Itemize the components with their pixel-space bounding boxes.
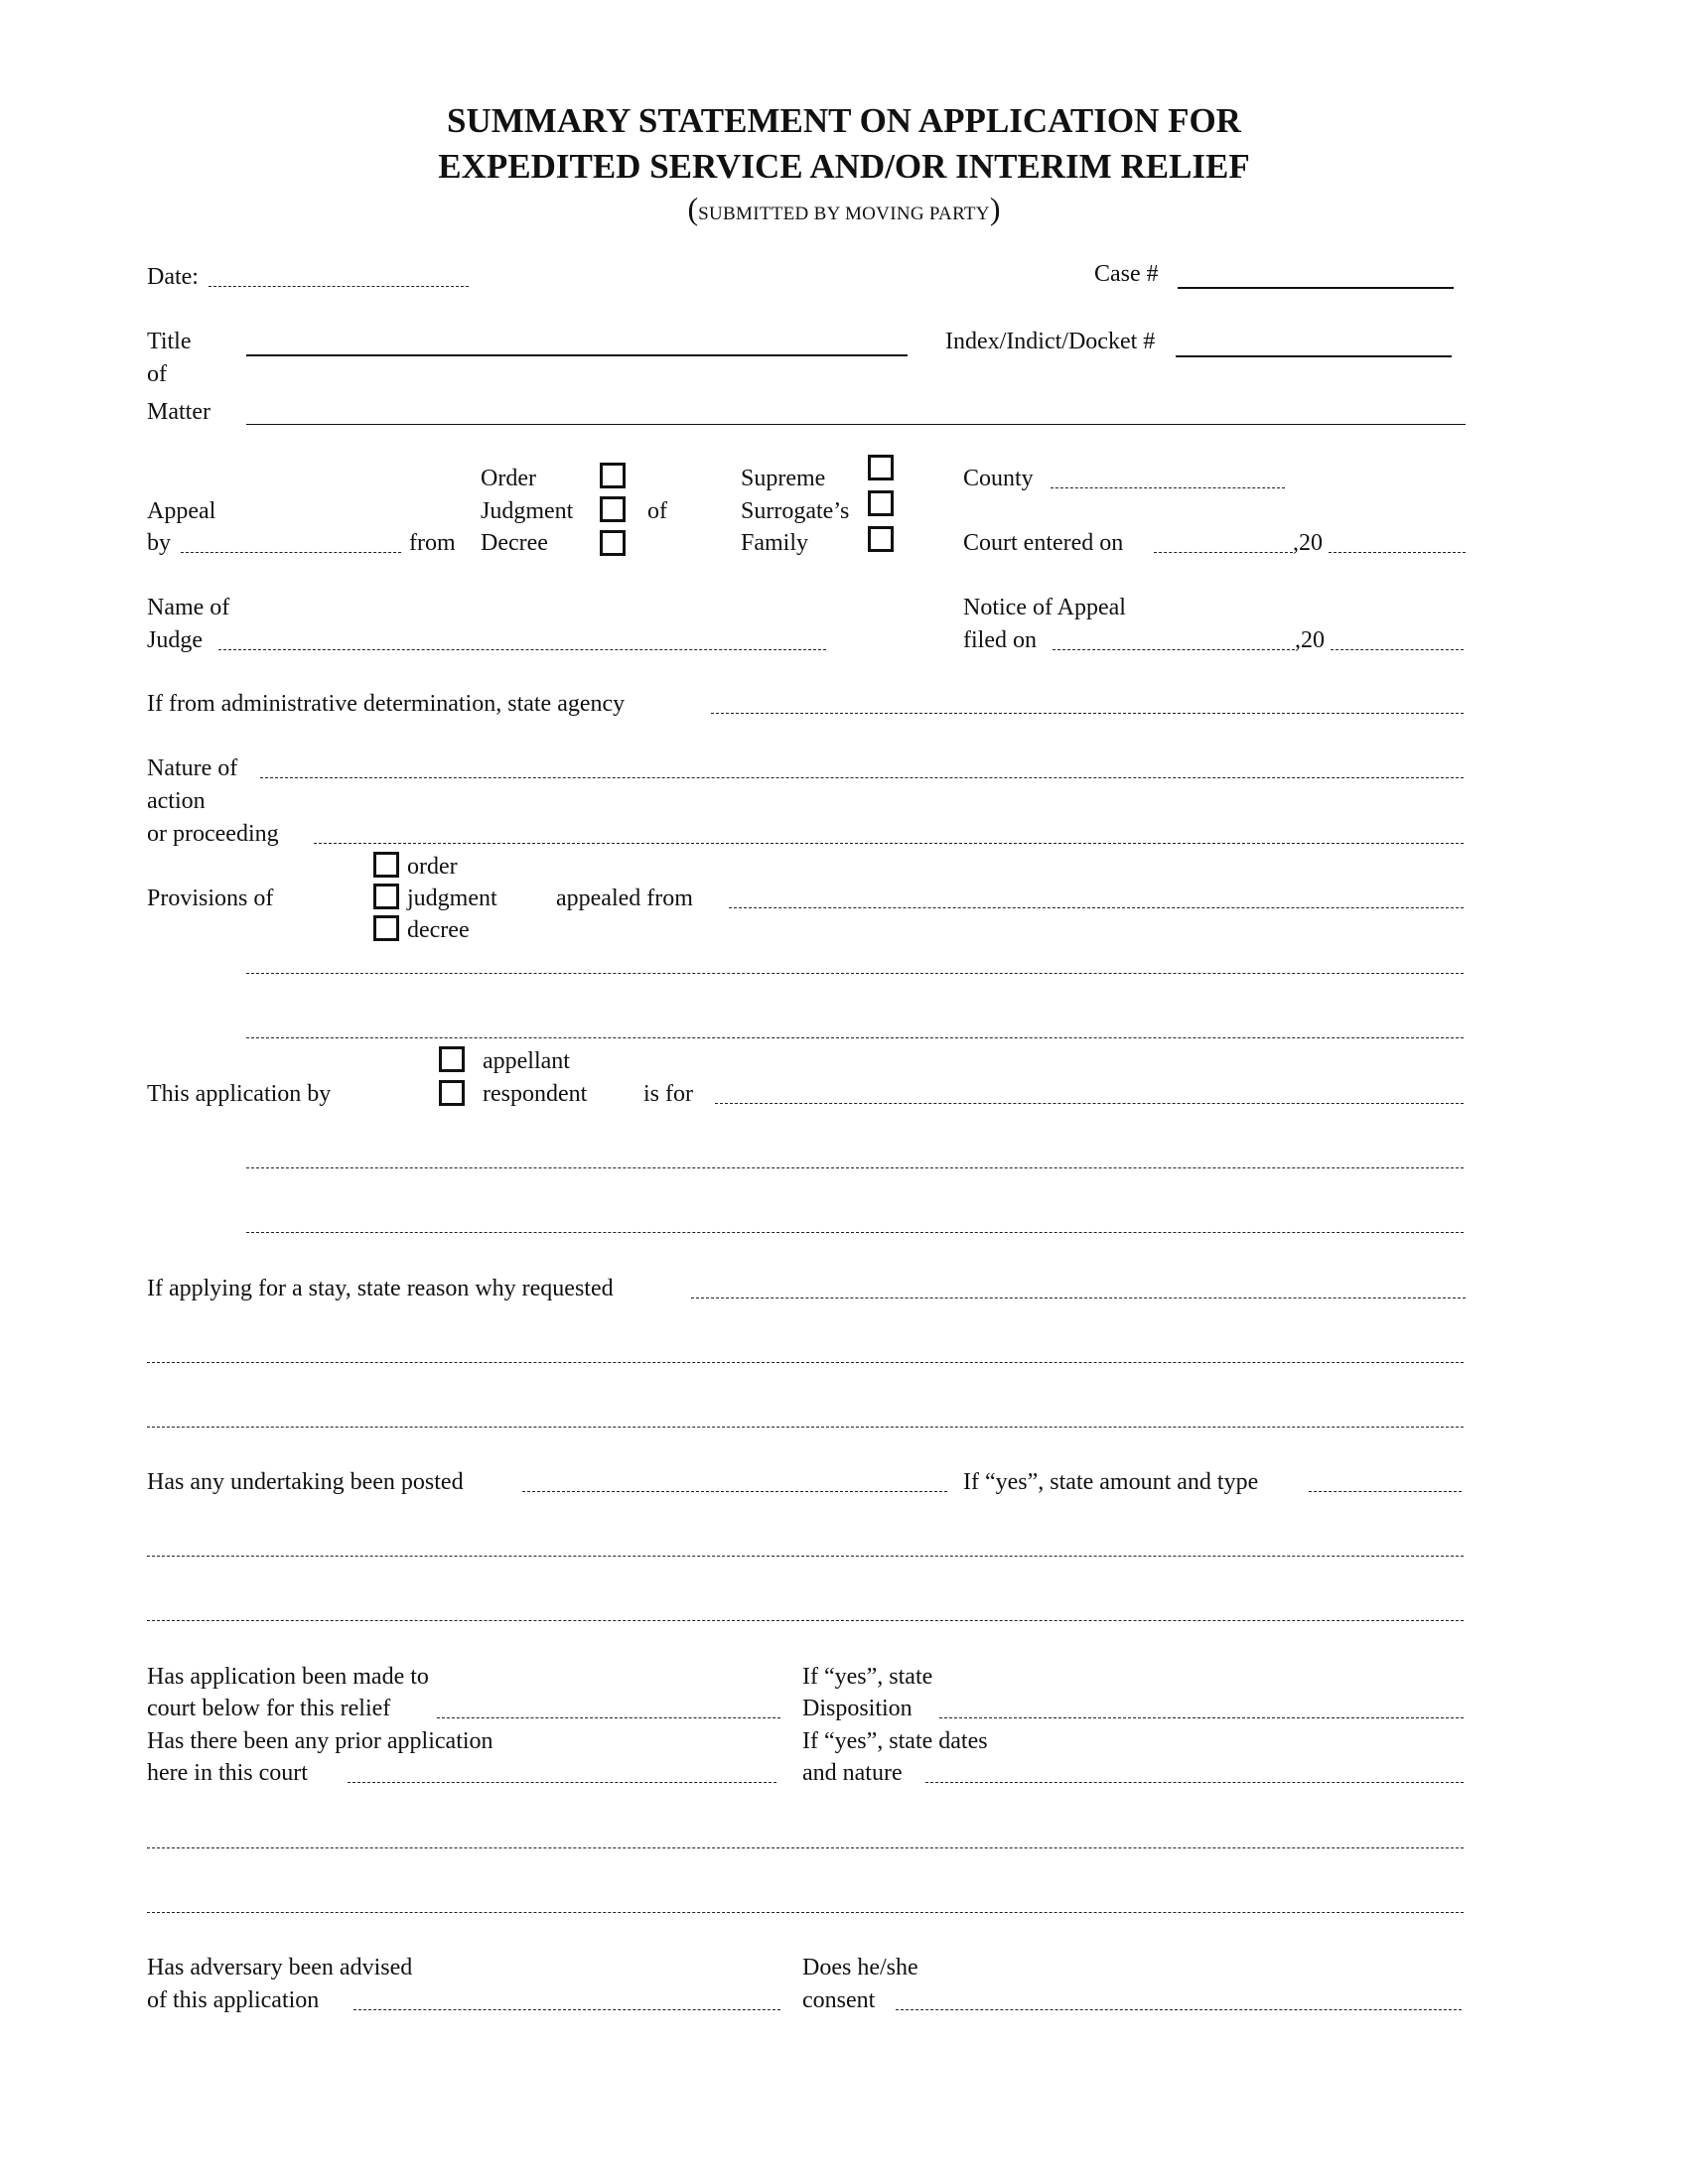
court-entered-date-field[interactable]	[1154, 552, 1293, 553]
appeal-label: Appeal	[147, 498, 216, 524]
provisions-of-label: Provisions of	[147, 886, 274, 911]
state-agency-field[interactable]	[711, 713, 1464, 714]
decree-label: Decree	[481, 530, 548, 556]
adversary-advised-label-1: Has adversary been advised	[147, 1955, 413, 1980]
nature-of-label: Nature of	[147, 755, 238, 781]
of-court-label: of	[647, 498, 667, 524]
undertaking-label: Has any undertaking been posted	[147, 1469, 464, 1495]
prior-continuation-field-2[interactable]	[147, 1912, 1464, 1913]
provisions-continuation-field-1[interactable]	[246, 973, 1464, 974]
appeal-judgment-checkbox[interactable]	[600, 496, 626, 522]
prior-application-field[interactable]	[348, 1782, 776, 1783]
nature-of-action-field[interactable]	[260, 777, 1464, 778]
subtitle-close-paren: )	[989, 191, 1001, 226]
name-of-label: Name of	[147, 595, 230, 620]
matter-continuation-field[interactable]	[246, 424, 1466, 425]
family-court-checkbox[interactable]	[868, 526, 894, 552]
surrogates-label: Surrogate’s	[741, 498, 850, 524]
judge-label: Judge	[147, 627, 203, 653]
case-number-label: Case #	[1094, 261, 1159, 287]
application-made-label-1: Has application been made to	[147, 1664, 429, 1690]
appellant-label: appellant	[483, 1048, 570, 1074]
of-label: of	[147, 361, 167, 387]
this-application-by-label: This application by	[147, 1081, 332, 1107]
dates-and-nature-field[interactable]	[925, 1782, 1464, 1783]
supreme-label: Supreme	[741, 466, 826, 491]
filed-on-date-field[interactable]	[1053, 649, 1295, 650]
admin-determination-label: If from administrative determination, state agency	[147, 691, 626, 717]
provisions-judgment-label: judgment	[407, 886, 497, 911]
subtitle-text: SUBMITTED BY MOVING PARTY	[698, 204, 990, 224]
appeal-by-field[interactable]	[181, 552, 401, 553]
consent-field[interactable]	[896, 2009, 1462, 2010]
case-number-field[interactable]	[1178, 287, 1454, 289]
title-label: Title	[147, 329, 192, 354]
consent-label-1: Does he/she	[802, 1955, 918, 1980]
judge-name-field[interactable]	[218, 649, 826, 650]
index-docket-label: Index/Indict/Docket #	[945, 329, 1156, 354]
action-label: action	[147, 788, 206, 814]
stay-reason-label: If applying for a stay, state reason why requested	[147, 1276, 614, 1301]
filed-on-year-field[interactable]	[1331, 649, 1464, 650]
stay-reason-field[interactable]	[691, 1297, 1466, 1298]
provisions-order-label: order	[407, 854, 458, 880]
date-label: Date:	[147, 264, 199, 290]
form-title-line-2: EXPEDITED SERVICE AND/OR INTERIM RELIEF	[438, 147, 1250, 186]
county-label: County	[963, 466, 1034, 491]
provisions-judgment-checkbox[interactable]	[373, 884, 399, 909]
subtitle-open-paren: (	[687, 191, 699, 226]
form-title-line-1: SUMMARY STATEMENT ON APPLICATION FOR	[447, 101, 1241, 140]
appeal-from-label: from	[409, 530, 456, 556]
appeal-order-checkbox[interactable]	[600, 463, 626, 488]
court-entered-year-prefix: ,20	[1293, 530, 1323, 556]
undertaking-continuation-field-2[interactable]	[147, 1620, 1464, 1621]
and-nature-label: and nature	[802, 1760, 903, 1786]
undertaking-amount-label: If “yes”, state amount and type	[963, 1469, 1259, 1495]
judgment-label: Judgment	[481, 498, 574, 524]
relief-below-field[interactable]	[437, 1717, 780, 1718]
or-proceeding-label: or proceeding	[147, 821, 279, 847]
disposition-field[interactable]	[939, 1717, 1464, 1718]
order-label: Order	[481, 466, 536, 491]
disposition-label: Disposition	[802, 1696, 913, 1721]
undertaking-field[interactable]	[522, 1491, 947, 1492]
stay-continuation-field-1[interactable]	[147, 1362, 1464, 1363]
consent-label-2: consent	[802, 1987, 876, 2013]
supreme-court-checkbox[interactable]	[868, 455, 894, 480]
appealed-from-label: appealed from	[556, 886, 693, 911]
prior-continuation-field-1[interactable]	[147, 1847, 1464, 1848]
disposition-yes-label: If “yes”, state	[802, 1664, 933, 1690]
is-for-label: is for	[643, 1081, 693, 1107]
county-field[interactable]	[1051, 487, 1285, 488]
notice-of-appeal-label: Notice of Appeal	[963, 595, 1126, 620]
provisions-decree-label: decree	[407, 917, 470, 943]
prior-application-label-2: here in this court	[147, 1760, 308, 1786]
family-label: Family	[741, 530, 809, 556]
adversary-advised-label-2: of this application	[147, 1987, 320, 2013]
appeal-by-label: by	[147, 530, 171, 556]
appealed-from-field[interactable]	[729, 907, 1464, 908]
form-subtitle	[0, 191, 1688, 229]
prior-application-label-1: Has there been any prior application	[147, 1728, 493, 1754]
application-continuation-field-2[interactable]	[246, 1232, 1464, 1233]
court-entered-label: Court entered on	[963, 530, 1124, 556]
appeal-decree-checkbox[interactable]	[600, 530, 626, 556]
filed-on-label: filed on	[963, 627, 1037, 653]
court-entered-year-field[interactable]	[1329, 552, 1466, 553]
or-proceeding-field[interactable]	[314, 843, 1464, 844]
application-made-label-2: court below for this relief	[147, 1696, 391, 1721]
matter-label: Matter	[147, 399, 211, 425]
adversary-advised-field[interactable]	[353, 2009, 780, 2010]
application-is-for-field[interactable]	[715, 1103, 1464, 1104]
provisions-order-checkbox[interactable]	[373, 852, 399, 878]
stay-continuation-field-2[interactable]	[147, 1427, 1464, 1428]
title-of-matter-field[interactable]	[246, 354, 908, 356]
appellant-checkbox[interactable]	[439, 1046, 465, 1072]
application-continuation-field-1[interactable]	[246, 1167, 1464, 1168]
surrogates-court-checkbox[interactable]	[868, 490, 894, 516]
index-docket-field[interactable]	[1176, 355, 1452, 357]
dates-yes-label: If “yes”, state dates	[802, 1728, 988, 1754]
undertaking-amount-field[interactable]	[1309, 1491, 1462, 1492]
undertaking-continuation-field-1[interactable]	[147, 1556, 1464, 1557]
provisions-continuation-field-2[interactable]	[246, 1037, 1464, 1038]
respondent-label: respondent	[483, 1081, 588, 1107]
respondent-checkbox[interactable]	[439, 1080, 465, 1106]
provisions-decree-checkbox[interactable]	[373, 915, 399, 941]
filed-on-year-prefix: ,20	[1295, 627, 1325, 653]
date-field[interactable]	[209, 286, 469, 287]
